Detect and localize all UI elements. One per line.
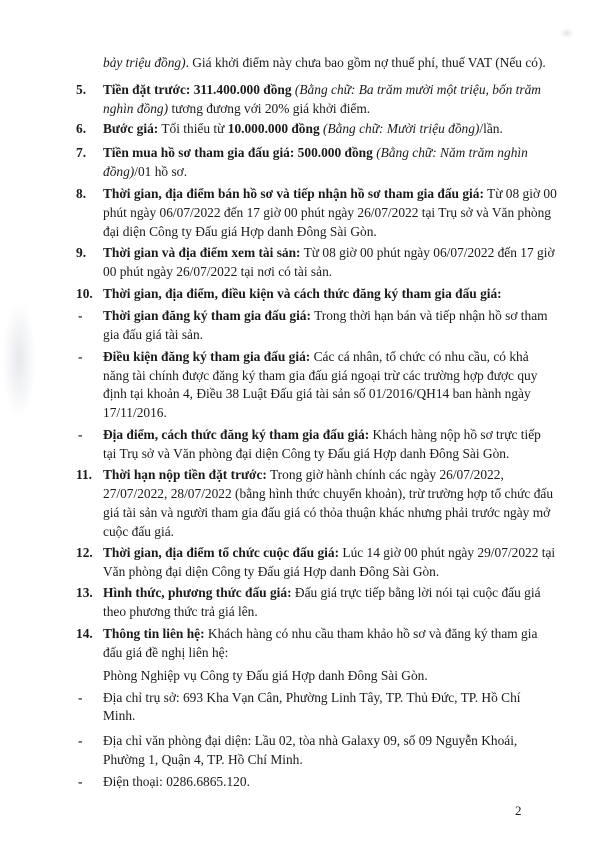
text-run: Bước giá: (103, 121, 159, 136)
text-run: giá tài sản và người tham gia đấu giá có thỏa thuận khác nhưng phải trước ngày mở (103, 505, 551, 520)
text-run: Hình thức, phương thức đấu giá: (103, 585, 292, 600)
item-number: 14. (76, 626, 93, 641)
text-run: đại diện Công ty Đấu giá Hợp danh Đông Sài Gòn. (103, 224, 377, 239)
text-line (103, 626, 537, 642)
text-line (103, 752, 303, 768)
text-line (103, 604, 258, 620)
text-run: Khách hàng nộp hồ sơ trực tiếp (369, 427, 541, 442)
text-run: Thông tin liên hệ: (103, 626, 205, 641)
text-run: Thời gian, địa điểm, điều kiện và cách thức đăng ký tham gia đấu giá: (103, 286, 502, 301)
text-run: nghìn đồng) (103, 101, 169, 116)
item-number: 10. (76, 286, 93, 301)
text-run: Tiền mua hồ sơ tham gia đấu giá: 500.000 đồng (103, 145, 373, 160)
text-run: Phòng Nghiệp vụ Công ty Đấu giá Hợp danh Đông Sài Gòn. (103, 668, 428, 683)
text-run: Địa chỉ văn phòng đại diện: Lầu 02, tòa nhà Galaxy 09, số 09 Nguyễn Khoái, (103, 733, 518, 748)
text-run: Điều kiện đăng ký tham gia đấu giá: (103, 349, 311, 364)
text-run: năng tài chính được đăng ký tham gia đấu giá ngoại trừ các trường hợp được quy (103, 368, 538, 383)
text-run: Thời gian đăng ký tham gia đấu giá: (103, 308, 311, 323)
text-run: Các cá nhân, tổ chức có nhu cầu, có khả (310, 349, 529, 364)
text-line (103, 486, 553, 502)
item-number: 12. (76, 545, 93, 560)
text-line (103, 245, 555, 261)
scan-mark (560, 28, 574, 38)
text-line (103, 545, 555, 561)
bullet-dash: - (78, 690, 83, 705)
text-run: 27/07/2022, 28/07/2022 (bằng hình thức chuyển khoản), trừ trường hợp tổ chức đấu (103, 486, 554, 501)
bullet-dash: - (78, 733, 83, 748)
text-run: tại Trụ sở và Văn phòng đại diện Công ty Đấu giá Hợp danh Đông Sài Gòn. (103, 446, 510, 461)
text-run: 17/11/2016. (103, 405, 167, 420)
text-run: Từ 08 giờ 00 phút ngày 06/07/2022 đến 17 giờ (300, 245, 555, 260)
text-run: 10.000.000 đồng (227, 121, 320, 136)
text-run: Từ 08 giờ 00 (483, 186, 557, 201)
text-line (103, 446, 509, 462)
text-run: (Bằng chữ: Năm trăm nghìn (376, 145, 528, 160)
text-line (103, 264, 332, 280)
bullet-dash: - (78, 308, 83, 323)
text-run: . Giá khởi điểm này chưa bao gồm nợ thuế phí, thuế VAT (Nếu có). (185, 55, 546, 70)
item-number: 9. (76, 245, 87, 260)
text-run: Trong giờ hành chính các ngày 26/07/2022, (266, 467, 504, 482)
text-line (103, 121, 503, 137)
text-run: (Bằng chữ: Mười triệu đồng) (323, 121, 480, 136)
text-line (103, 505, 550, 521)
text-run: Điện thoại: 0286.6865.120. (103, 774, 250, 789)
text-line (103, 145, 528, 161)
text-line (103, 82, 541, 98)
text-run: Thời gian, địa điểm bán hồ sơ và tiếp nhận hồ sơ tham gia đấu giá: (103, 186, 484, 201)
text-run: Tiền đặt trước: 311.400.000 đồng (103, 82, 292, 97)
text-run: Địa chỉ trụ sở: 693 Kha Vạn Cân, Phường Linh Tây, TP. Thủ Đức, TP. Hồ Chí (103, 690, 521, 705)
text-run: định tại khoản 4, Điều 38 Luật Đấu giá tài sản số 01/2016/QH14 ban hành ngày (103, 386, 531, 401)
text-run: phút ngày 06/07/2022 đến 17 giờ 00 phút ngày 26/07/2022 tại Trụ sở và Văn phòng (103, 205, 551, 220)
text-line (103, 186, 557, 202)
text-run: theo phương thức trả giá lên. (103, 604, 258, 619)
text-run: tương đương với 20% giá khởi điểm. (168, 101, 371, 116)
text-line (103, 690, 521, 706)
text-line (103, 585, 541, 601)
text-line (103, 774, 250, 790)
text-run: Thời gian và địa điểm xem tài sản: (103, 245, 301, 260)
text-run: Thời gian, địa điểm tổ chức cuộc đấu giá: (103, 545, 340, 560)
text-run: Khách hàng có nhu cầu tham khảo hồ sơ và đăng ký tham gia (204, 626, 538, 641)
text-line (103, 286, 502, 302)
text-line (103, 467, 504, 483)
bullet-dash: - (78, 349, 83, 364)
text-run: /01 hồ sơ. (134, 164, 188, 179)
text-line (103, 386, 531, 402)
text-run: (Bằng chữ: Ba trăm mười một triệu, bốn trăm (294, 82, 541, 97)
item-number: 8. (76, 186, 87, 201)
text-line (103, 101, 370, 117)
text-run: Trong thời hạn bán và tiếp nhận hồ sơ tham (310, 308, 548, 323)
bullet-dash: - (78, 774, 83, 789)
text-run: gia đấu giá tài sản. (103, 327, 204, 342)
text-run: bảy triệu đồng) (103, 55, 186, 70)
item-number: 6. (76, 121, 87, 136)
stamp-mark (2, 300, 36, 420)
text-run: cuộc đấu giá. (103, 524, 175, 539)
text-run: Văn phòng đại diện Công ty Đấu giá Hợp danh Đông Sài Gòn. (103, 564, 440, 579)
text-line (103, 205, 551, 221)
item-number: 11. (76, 467, 92, 482)
text-line (103, 708, 135, 724)
text-line (103, 524, 174, 540)
text-run: Đấu giá trực tiếp bằng lời nói tại cuộc đấu giá (291, 585, 541, 600)
text-run: đấu giá đề nghị liên hệ: (103, 645, 229, 660)
text-line (103, 368, 537, 384)
text-run: 00 phút ngày 26/07/2022 tại nơi có tài sản. (103, 264, 333, 279)
text-run: Tối thiểu từ (158, 121, 228, 136)
item-number: 13. (76, 585, 93, 600)
text-run: đồng) (103, 164, 135, 179)
text-line (103, 668, 428, 684)
text-run: Địa điểm, cách thức đăng ký tham gia đấu giá: (103, 427, 370, 442)
text-line (103, 327, 203, 343)
text-run: Minh. (103, 708, 136, 723)
text-line (103, 349, 529, 365)
item-number: 5. (76, 82, 87, 97)
text-line (103, 164, 187, 180)
text-line (103, 405, 167, 421)
text-line (103, 308, 548, 324)
page-number: 2 (515, 803, 522, 818)
item-number: 7. (76, 145, 87, 160)
bullet-dash: - (78, 427, 83, 442)
text-run: Thời hạn nộp tiền đặt trước: (103, 467, 267, 482)
text-line (103, 55, 546, 71)
text-run: /lần. (479, 121, 503, 136)
text-line (103, 645, 228, 661)
text-line (103, 427, 541, 443)
text-line (103, 564, 439, 580)
text-run: Phường 1, Quận 4, TP. Hồ Chí Minh. (103, 752, 303, 767)
text-line (103, 224, 377, 240)
text-line (103, 733, 517, 749)
text-run: Lúc 14 giờ 00 phút ngày 29/07/2022 tại (339, 545, 556, 560)
